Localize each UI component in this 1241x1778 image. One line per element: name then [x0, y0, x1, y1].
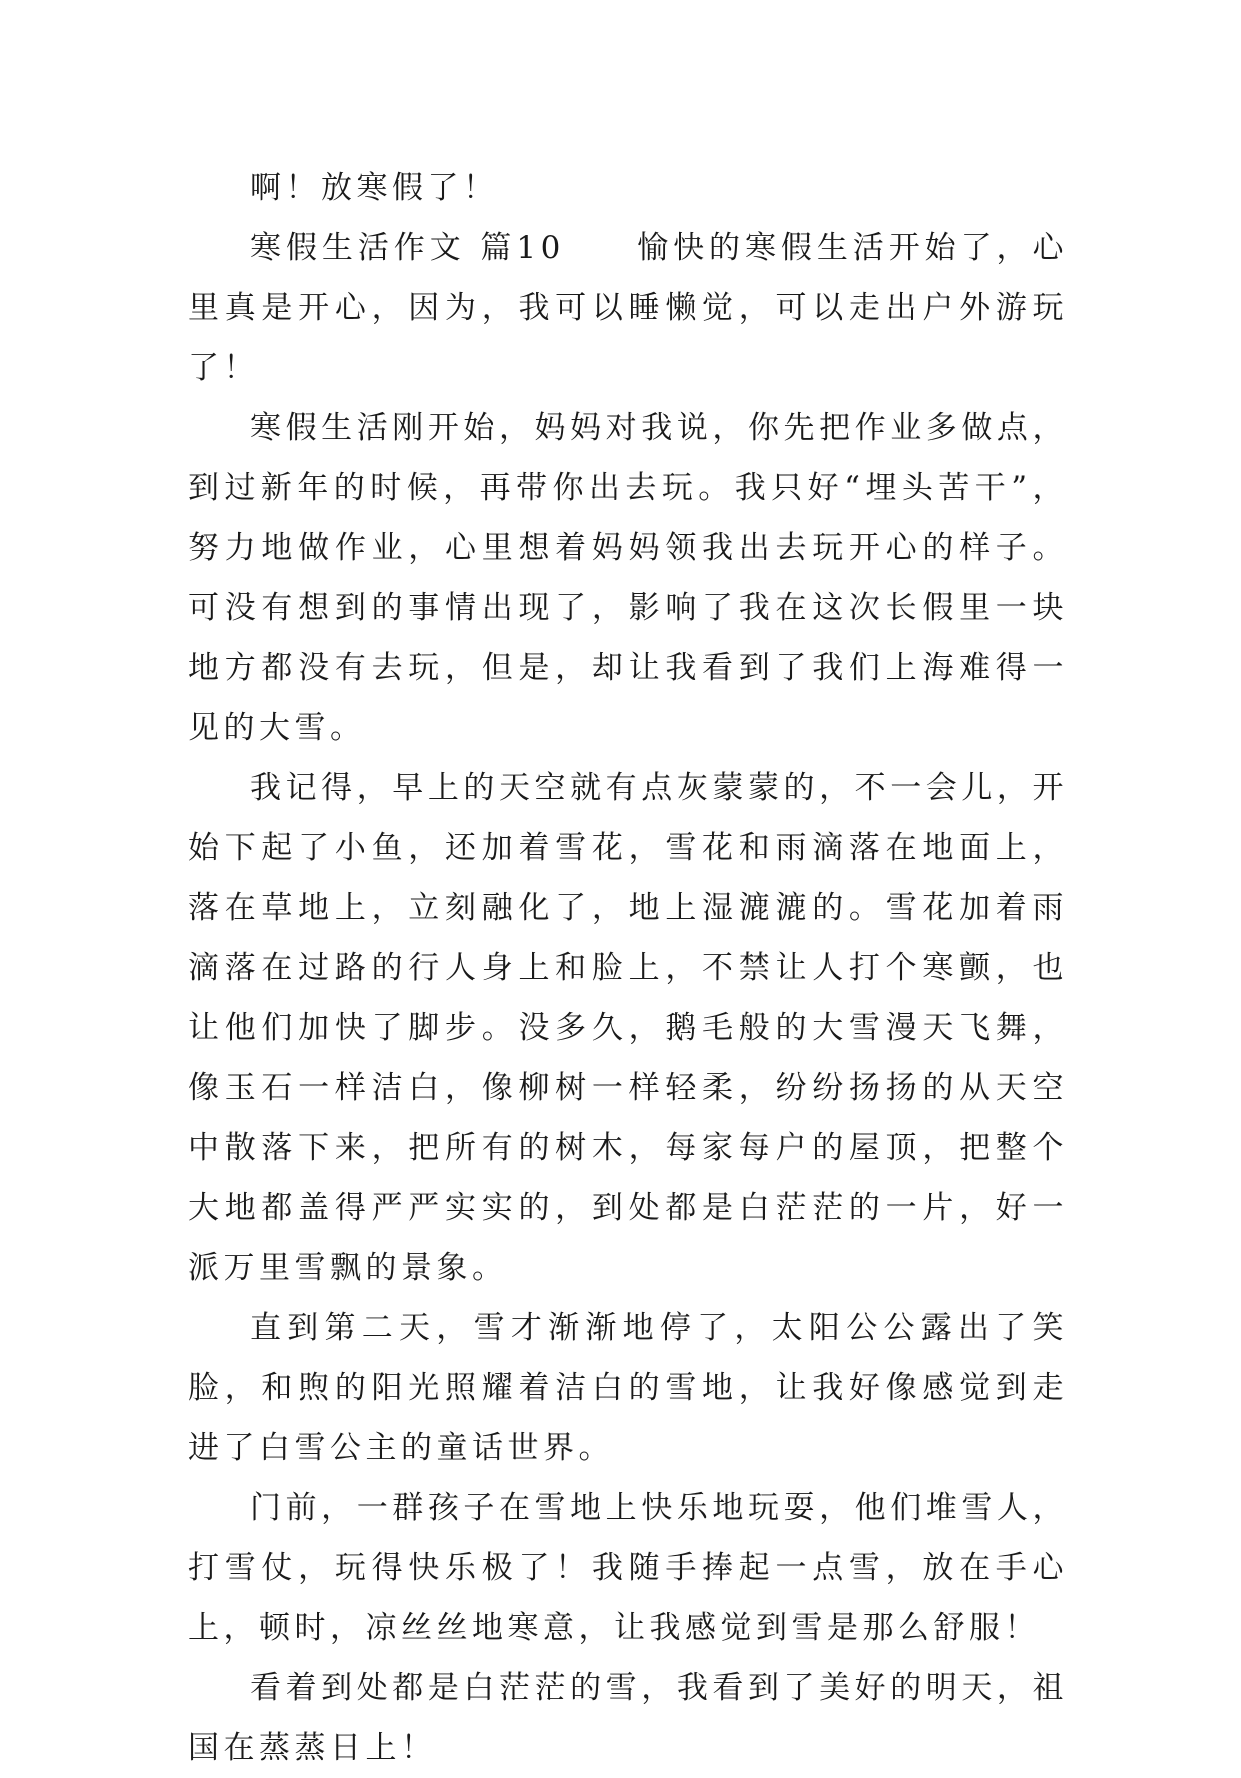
document-page [188, 158, 1068, 1778]
paragraph-7: 看着到处都是白茫茫的雪，我看到了美好的明天，祖国在蒸蒸日上！ [188, 1670, 1068, 1766]
paragraph-5: 直到第二天，雪才渐渐地停了，太阳公公露出了笑脸，和煦的阳光照耀着洁白的雪地，让我好像感觉到走进了白雪公主的童话世界。 [188, 1310, 1068, 1466]
paragraph-3: 寒假生活刚开始，妈妈对我说，你先把作业多做点，到过新年的时候，再带你出去玩。我只好“埋头苦干”，努力地做作业，心里想着妈妈领我出去玩开心的样子。可没有想到的事情出现了，影响了我在这次长假里一块地方都没有去玩，但是，却让我看到了我们上海难得一见的大雪。 [188, 410, 1068, 746]
paragraph-6: 门前，一群孩子在雪地上快乐地玩耍，他们堆雪人，打雪仗，玩得快乐极了！我随手捧起一点雪，放在手心上，顿时，凉丝丝地寒意，让我感觉到雪是那么舒服！ [188, 1490, 1068, 1646]
paragraph-4: 我记得，早上的天空就有点灰蒙蒙的，不一会儿，开始下起了小鱼，还加着雪花，雪花和雨滴落在地面上，落在草地上，立刻融化了，地上湿漉漉的。雪花加着雨滴落在过路的行人身上和脸上，不禁让人打个寒颤，也让他们加快了脚步。没多久，鹅毛般的大雪漫天飞舞，像玉石一样洁白，像柳树一样轻柔，纷纷扬扬的从天空中散落下来，把所有的树木，每家每户的屋顶，把整个大地都盖得严严实实的，到处都是白茫茫的一片，好一派万里雪飘的景象。 [188, 770, 1068, 1286]
paragraph-1: 啊！放寒假了！ [250, 170, 499, 206]
paragraph-2: 寒假生活作文 篇10 愉快的寒假生活开始了，心里真是开心，因为，我可以睡懒觉，可以走出户外游玩了！ [188, 230, 1068, 386]
